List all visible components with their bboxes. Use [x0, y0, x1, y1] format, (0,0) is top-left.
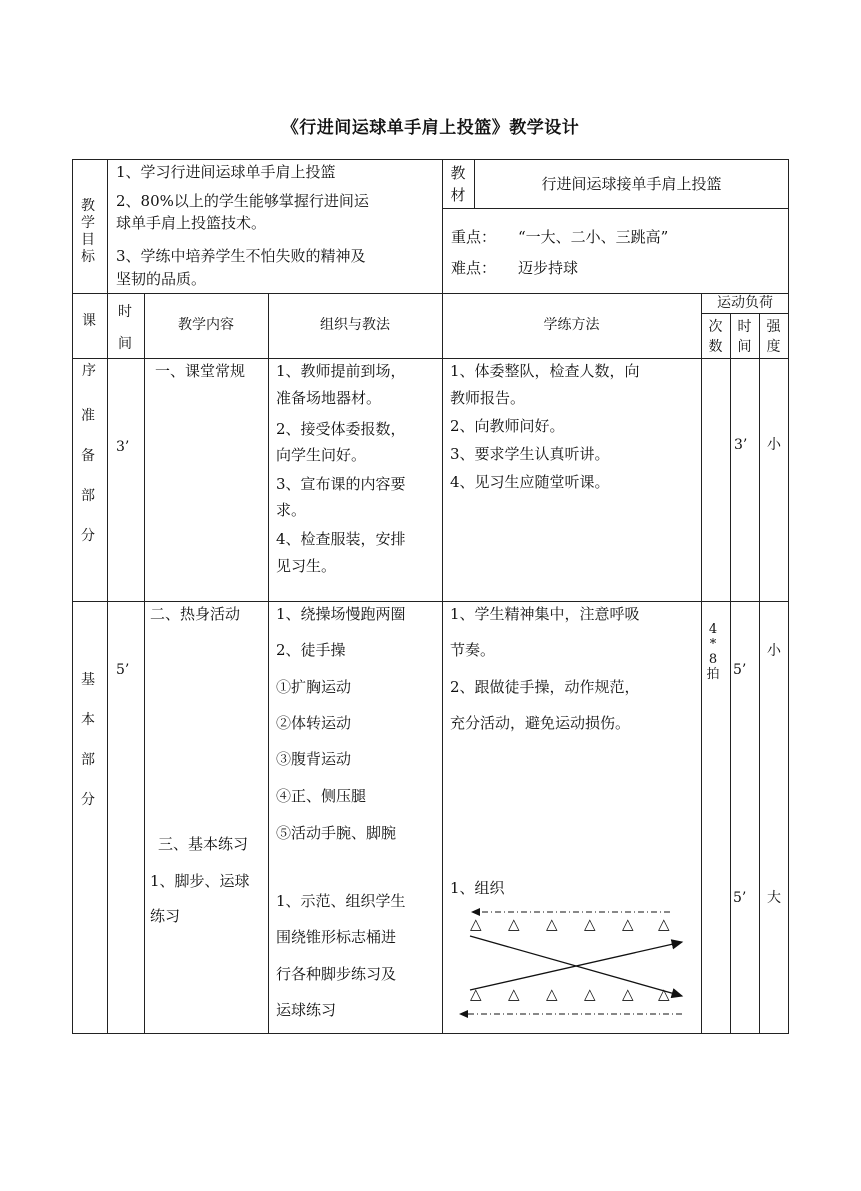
prep-load-duration: 3’: [734, 437, 748, 453]
prep-org-line: 求。: [276, 501, 307, 519]
key-point: “一大、二小、三跳高”: [518, 228, 669, 246]
row-divider: [72, 293, 789, 294]
cone-icon: △: [622, 915, 634, 933]
objective-line: 1、学习行进间运球单手肩上投篮: [116, 163, 336, 181]
prep-org-line: 见习生。: [276, 557, 337, 575]
objective-line: 坚韧的品质。: [116, 270, 207, 288]
warmup-org-line: ⑤活动手腕、脚腕: [276, 824, 397, 842]
objective-line: 3、学练中培养学生不怕失败的精神及: [116, 247, 366, 265]
practice-org-line: 1、示范、组织学生: [276, 892, 406, 910]
warmup-method-line: 2、跟做徒手操，动作规范，: [450, 678, 640, 696]
header-count: 次数: [708, 319, 723, 355]
practice-org-line: 运球练习: [276, 1001, 337, 1019]
col-divider: [107, 159, 108, 1034]
prep-time: 3’: [116, 439, 130, 455]
prep-org-line: 2、接受体委报数，: [276, 420, 406, 438]
row-divider: [701, 313, 789, 314]
col-divider: [268, 293, 269, 1034]
practice-org-line: 围绕锥形标志桶进: [276, 928, 397, 946]
prep-org-line: 1、教师提前到场，: [276, 362, 406, 380]
prep-method-line: 3、要求学生认真听讲。: [450, 445, 610, 463]
header-order-text: 课序: [82, 313, 96, 379]
cone-icon: △: [546, 985, 558, 1003]
warmup-org-line: ①扩胸运动: [276, 678, 352, 696]
col-divider: [730, 313, 731, 1034]
prep-org-line: 向学生问好。: [276, 446, 367, 464]
page-title: 《行进间运球单手肩上投篮》教学设计: [281, 118, 580, 138]
prep-content: 一、课堂常规: [155, 362, 246, 380]
warmup-org-line: ②体转运动: [276, 714, 352, 732]
basic-section-label: 基本部分: [81, 672, 95, 808]
warmup-intensity: 小: [767, 643, 781, 659]
header-duration: 时间: [737, 319, 752, 355]
warmup-org-line: ③腹背运动: [276, 750, 352, 768]
practice-content-line: 练习: [150, 907, 181, 925]
prep-section-label: 准备部分: [81, 408, 95, 544]
material-value: 行进间运球接单手肩上投篮: [541, 175, 722, 193]
header-time: 时间: [118, 304, 132, 352]
prep-method-line: 1、体委整队，检查人数，向: [450, 362, 640, 380]
objective-line: 球单手肩上投篮技术。: [116, 214, 267, 232]
warmup-method-line: 充分活动，避免运动损伤。: [450, 714, 631, 732]
key-point-label: 重点：: [451, 228, 497, 246]
warmup-method-line: 1、学生精神集中，注意呼吸: [450, 605, 640, 623]
objective-line: 2、80%以上的学生能够掌握行进间运: [116, 192, 369, 210]
col-divider: [442, 159, 443, 1034]
cone-icon: △: [470, 915, 482, 933]
prep-org-line: 4、检查服装，安排: [276, 530, 406, 548]
header-content: 教学内容: [178, 317, 234, 333]
cone-icon: △: [508, 985, 520, 1003]
warmup-org-line: 2、徒手操: [276, 641, 346, 659]
row-divider: [442, 208, 789, 209]
warmup-org-line: ④正、侧压腿: [276, 787, 367, 805]
practice-content-line: 1、脚步、运球: [150, 872, 250, 890]
header-organization: 组织与教法: [320, 317, 390, 333]
objectives-label: 教学目标: [81, 198, 95, 265]
basic-time: 5’: [116, 662, 130, 678]
warmup-content: 二、热身活动: [150, 605, 241, 623]
col-divider: [701, 293, 702, 1034]
warmup-org-line: 1、绕操场慢跑两圈: [276, 605, 406, 623]
practice-method-label: 1、组织: [450, 879, 505, 897]
practice-org-line: 行各种脚步练习及: [276, 965, 397, 983]
cone-icon: △: [546, 915, 558, 933]
prep-method-line: 教师报告。: [450, 389, 526, 407]
header-method: 学练方法: [543, 317, 600, 333]
cone-icon: △: [658, 985, 670, 1003]
cone-icon: △: [622, 985, 634, 1003]
prep-method-line: 4、见习生应随堂听课。: [450, 473, 610, 491]
drill-formation-diagram: [450, 902, 695, 1026]
header-order: [80, 296, 98, 396]
prep-org-line: 3、宣布课的内容要: [276, 475, 406, 493]
warmup-duration: 5’: [733, 662, 747, 678]
cone-row-top: [470, 915, 670, 933]
practice-content-line: 三、基本练习: [158, 835, 249, 853]
cone-icon: △: [658, 915, 670, 933]
cone-icon: △: [508, 915, 520, 933]
material-label: 教材: [450, 164, 466, 204]
cross-path-arrow-left: [470, 936, 682, 996]
cone-icon: △: [470, 985, 482, 1003]
header-intensity: 强度: [766, 319, 781, 355]
cone-icon: △: [584, 915, 596, 933]
prep-method-line: 2、向教师问好。: [450, 417, 565, 435]
difficulty-label: 难点：: [451, 259, 497, 277]
cone-icon: △: [584, 985, 596, 1003]
col-divider: [759, 313, 760, 1034]
header-load: 运动负荷: [717, 295, 773, 311]
row-divider: [72, 601, 789, 602]
prep-load-intensity: 小: [767, 437, 781, 453]
prep-org-line: 准备场地器材。: [276, 389, 382, 407]
col-divider: [144, 293, 145, 1034]
row-divider: [72, 358, 789, 359]
practice-intensity: 大: [767, 890, 781, 906]
practice-duration: 5’: [733, 890, 747, 906]
warmup-method-line: 节奏。: [450, 641, 496, 659]
difficulty: 迈步持球: [518, 259, 579, 277]
cone-row-bottom: [470, 985, 670, 1003]
warmup-count: 4*8拍: [706, 622, 720, 682]
